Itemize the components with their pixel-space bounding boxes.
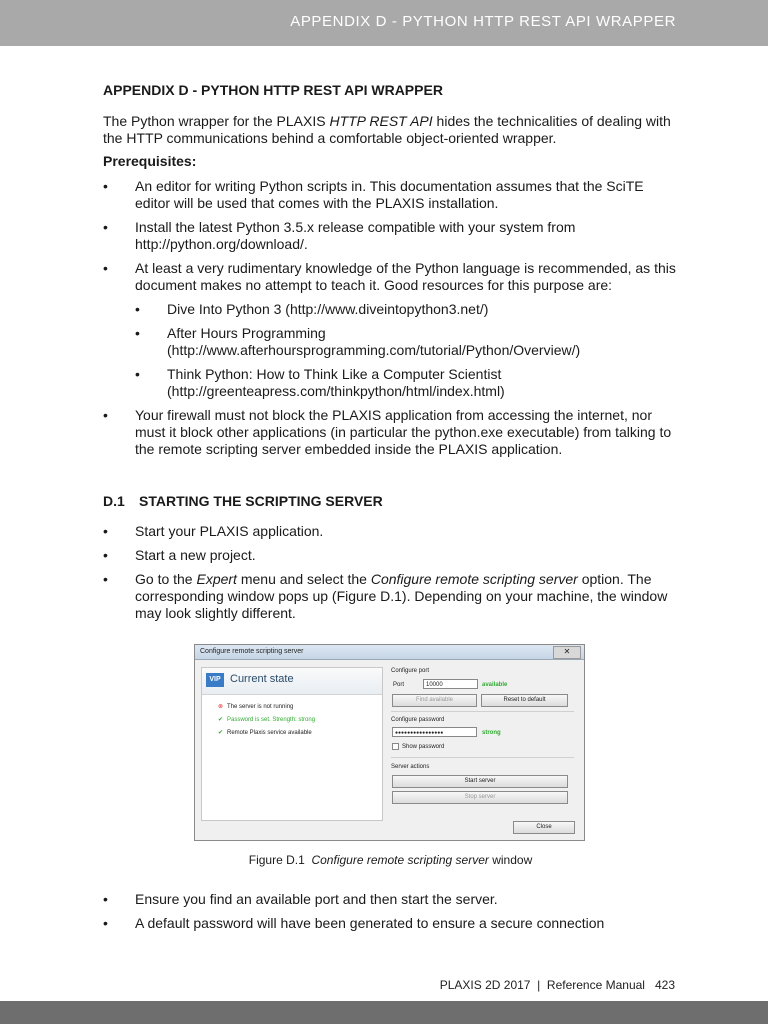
sub-list-item-text: Dive Into Python 3 (http://www.diveintopython3.net/) — [167, 301, 489, 317]
status-row — [218, 716, 315, 724]
find-available-button[interactable]: Find available — [392, 694, 477, 707]
status-row — [218, 729, 312, 737]
error-icon: ⊗ — [218, 704, 224, 710]
start-server-button[interactable]: Start server — [392, 775, 568, 788]
status-text: Password is set. Strength: strong — [227, 717, 316, 723]
status-text: Remote Plaxis service available — [227, 730, 312, 736]
server-actions-label: Server actions — [391, 764, 430, 770]
current-state-panel — [201, 667, 383, 821]
list-item — [103, 915, 678, 932]
list-item-text: Start a new project. — [135, 547, 256, 563]
figure-caption — [103, 852, 678, 869]
bullet: • — [103, 571, 108, 587]
intro-text-a: The Python wrapper for the PLAXIS — [103, 113, 330, 129]
password-input[interactable]: ●●●●●●●●●●●●●●●● — [392, 727, 477, 737]
step3-text-a: Go to the — [135, 571, 197, 587]
sub-list-item-text: Think Python: How to Think Like a Computer Scientist (http://greenteapress.com/thinkpython/html/index.html) — [167, 366, 505, 399]
reset-default-button[interactable]: Reset to default — [481, 694, 568, 707]
appendix-heading: APPENDIX D - PYTHON HTTP REST API WRAPPER — [103, 82, 443, 98]
intro-text-b: hides the technicalities of dealing with the HTTP communications behind a comfortable object-oriented wrapper. — [103, 113, 671, 146]
dialog-title: Configure remote scripting server — [200, 648, 304, 655]
divider — [391, 757, 574, 758]
bullet: • — [103, 523, 108, 539]
bullet: • — [103, 891, 108, 907]
status-text: The server is not running — [227, 704, 294, 710]
footer-band — [0, 1001, 768, 1024]
close-icon[interactable]: ✕ — [553, 646, 581, 659]
bullet: • — [135, 325, 140, 341]
page-content — [103, 82, 678, 939]
intro-paragraph — [103, 113, 678, 147]
sub-list-item — [103, 301, 678, 318]
caption-em: Configure remote scripting server — [311, 853, 489, 867]
bullet: • — [103, 407, 108, 423]
list-item-text: An editor for writing Python scripts in. This documentation assumes that the SciTE editor will be used that comes with the PLAXIS installation. — [135, 178, 644, 211]
configure-port-label: Configure port — [391, 668, 430, 674]
list-item — [103, 178, 678, 212]
list-item-text: A default password will have been generated to ensure a secure connection — [135, 915, 605, 931]
sub-list-item — [103, 325, 678, 359]
caption-text: window — [488, 853, 533, 867]
figure-dialog-screenshot — [194, 644, 585, 841]
dialog-title-bar — [195, 645, 584, 660]
list-item — [103, 219, 678, 253]
bullet: • — [135, 366, 140, 382]
section-title: STARTING THE SCRIPTING SERVER — [139, 493, 383, 509]
show-password-label: Show password — [402, 744, 445, 750]
port-status: available — [482, 682, 508, 688]
prerequisites-label: Prerequisites: — [103, 153, 197, 169]
section-heading — [103, 493, 678, 510]
section-number: D.1 — [103, 493, 125, 509]
close-button[interactable]: Close — [513, 821, 575, 834]
list-item-text: At least a very rudimentary knowledge of the Python language is recommended, as this document makes no attempt to teach it. Good resources for this purpose are: — [135, 260, 676, 293]
list-item-text: Start your PLAXIS application. — [135, 523, 324, 539]
list-item — [103, 891, 678, 908]
bullet: • — [103, 219, 108, 235]
list-item-text: Install the latest Python 3.5.x release compatible with your system from http://python.org/download/. — [135, 219, 576, 252]
stop-server-button[interactable]: Stop server — [392, 791, 568, 804]
step3-em-option: Configure remote scripting server — [370, 571, 578, 587]
configure-password-label: Configure password — [391, 717, 445, 723]
current-state-header — [202, 668, 382, 695]
page-footer: PLAXIS 2D 2017 | Reference Manual 423 — [439, 978, 675, 992]
current-state-title: Current state — [230, 673, 294, 685]
running-header-title: APPENDIX D - PYTHON HTTP REST API WRAPPER — [290, 13, 676, 30]
list-item-text: Your firewall must not block the PLAXIS application from accessing the internet, nor must it block other applications (in particular the python.exe executable) from talking to the remote scripting server embedded inside the PLAXIS application. — [135, 407, 672, 457]
port-label: Port — [393, 682, 405, 688]
port-input[interactable]: 10000 — [423, 679, 478, 689]
bullet: • — [103, 178, 108, 194]
step3-text-b: menu and select the — [236, 571, 371, 587]
divider — [391, 711, 574, 712]
list-item-text: Ensure you find an available port and then start the server. — [135, 891, 498, 907]
list-item — [103, 547, 678, 564]
running-header-band — [0, 0, 768, 46]
list-item-text — [135, 571, 667, 621]
step3-text-c: option. The corresponding window pops up (Figure D.1). Depending on your machine, the window may look slightly different. — [135, 571, 668, 621]
vip-logo-icon: VIP — [206, 673, 224, 687]
show-password-checkbox[interactable] — [392, 743, 399, 750]
list-item — [103, 523, 678, 540]
intro-text-em: HTTP REST API — [329, 113, 433, 129]
bullet: • — [103, 915, 108, 931]
sub-list-item — [103, 366, 678, 400]
list-item — [103, 260, 678, 294]
sub-list-item-text: After Hours Programming (http://www.afterhoursprogramming.com/tutorial/Python/Overview/) — [167, 325, 581, 358]
password-strength: strong — [482, 730, 501, 736]
status-row — [218, 703, 293, 711]
check-icon: ✔ — [218, 730, 224, 736]
caption-number: Figure D.1 — [248, 853, 305, 867]
check-icon: ✔ — [218, 717, 224, 723]
list-item — [103, 571, 678, 622]
bullet: • — [135, 301, 140, 317]
bullet: • — [103, 547, 108, 563]
list-item — [103, 407, 678, 458]
bullet: • — [103, 260, 108, 276]
step3-em-expert: Expert — [196, 571, 237, 587]
